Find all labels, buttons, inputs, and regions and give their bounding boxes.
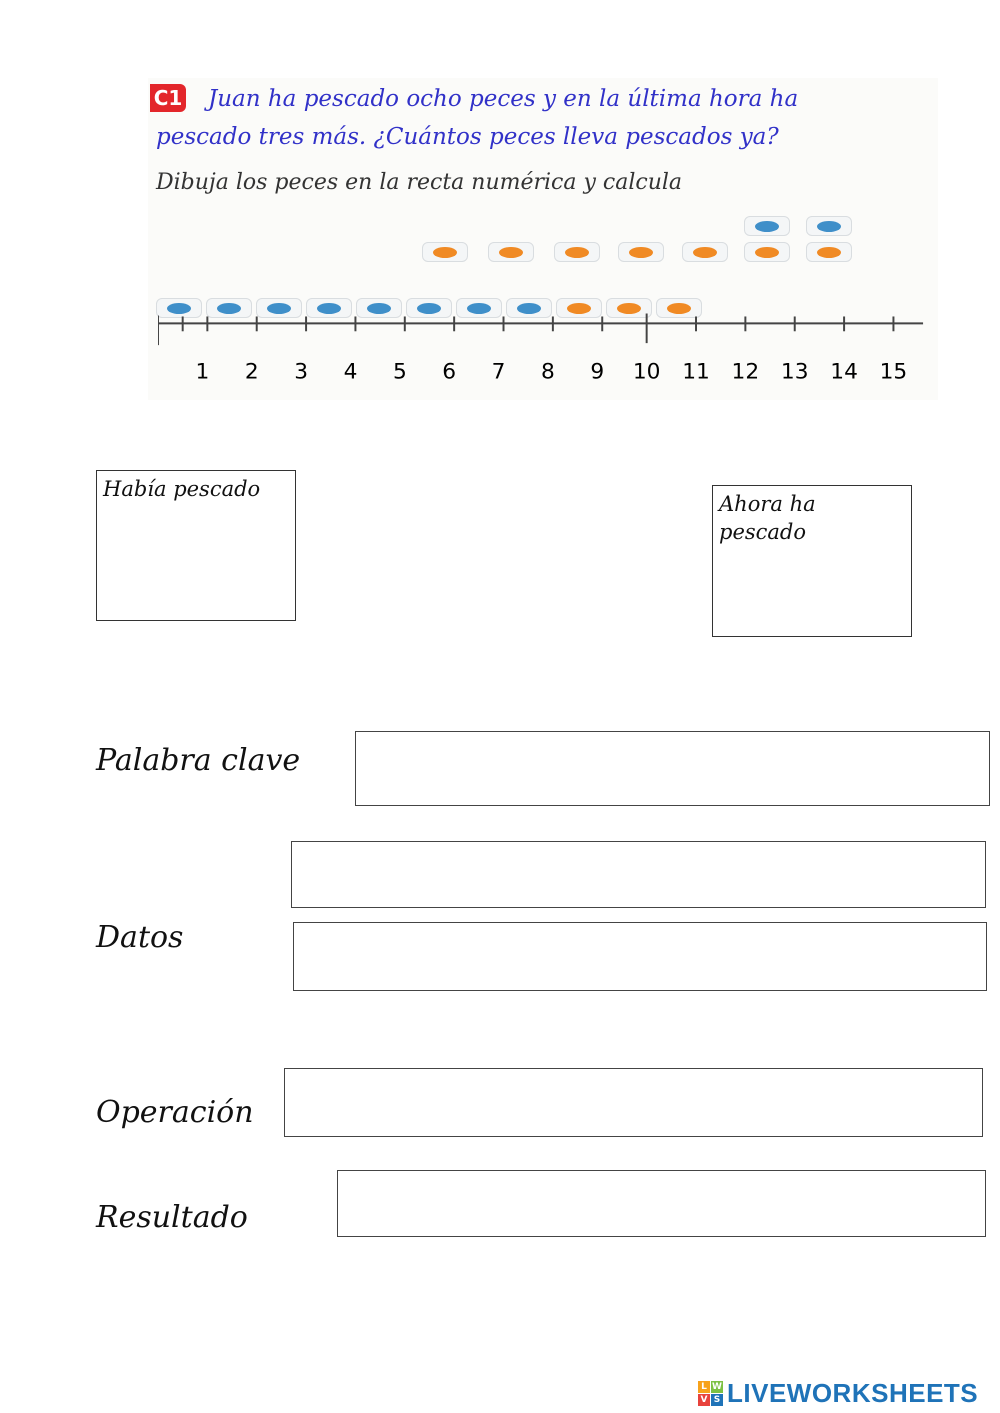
fish-orange-draggable[interactable] <box>554 242 600 262</box>
tick-label: 14 <box>830 359 858 385</box>
datos-input-1[interactable] <box>291 841 986 908</box>
tick-label: 13 <box>780 359 809 385</box>
tick-label: 9 <box>590 359 605 385</box>
tick-label: 7 <box>491 359 506 385</box>
fish-blue-draggable[interactable] <box>744 216 790 236</box>
tick-label: 12 <box>731 359 760 385</box>
ahora-ha-pescado-label <box>713 486 911 550</box>
tick-label: 2 <box>244 359 259 385</box>
ahora-ha-pescado-box[interactable] <box>712 485 912 637</box>
problem-figure <box>148 78 938 400</box>
fish-orange-draggable[interactable] <box>806 242 852 262</box>
tick-label: 8 <box>541 359 555 385</box>
liveworksheets-logo[interactable] <box>698 1378 978 1409</box>
resultado-label: Resultado <box>96 1200 248 1235</box>
operacion-input[interactable] <box>284 1068 983 1137</box>
operacion-label: Operación <box>96 1095 254 1130</box>
question-line-1: Juan ha pescado ocho peces y en la última hora ha <box>208 86 799 112</box>
palabra-clave-input[interactable] <box>355 731 990 806</box>
tick-label: 1 <box>195 359 210 385</box>
liveworksheets-logo-text: LIVEWORKSHEETS <box>727 1378 979 1408</box>
fish-orange-draggable[interactable] <box>744 242 790 262</box>
fish-orange-draggable[interactable] <box>488 242 534 262</box>
palabra-clave-label: Palabra clave <box>96 743 301 778</box>
fish-blue-draggable[interactable] <box>806 216 852 236</box>
resultado-input[interactable] <box>337 1170 986 1237</box>
ahora-line-2: pescado <box>719 520 807 544</box>
problem-badge: C1 <box>150 84 186 112</box>
tick-label: 4 <box>343 359 358 385</box>
fish-orange-draggable[interactable] <box>618 242 664 262</box>
ahora-line-1: Ahora ha <box>719 492 816 516</box>
tick-label: 6 <box>442 359 457 385</box>
number-line <box>158 313 928 393</box>
habia-pescado-box[interactable] <box>96 470 296 621</box>
fish-orange-draggable[interactable] <box>682 242 728 262</box>
tick-label: 3 <box>294 359 309 385</box>
habia-pescado-label: Había pescado <box>103 477 261 501</box>
datos-input-2[interactable] <box>293 922 987 991</box>
fish-orange-draggable[interactable] <box>422 242 468 262</box>
tick-label: 10 <box>632 359 661 385</box>
datos-label: Datos <box>96 920 184 955</box>
liveworksheets-logo-icon: L W V S <box>698 1381 723 1406</box>
tick-label: 11 <box>682 359 710 385</box>
instruction-text: Dibuja los peces en la recta numérica y calcula <box>156 170 683 195</box>
tick-label: 5 <box>392 359 407 385</box>
question-line-2: pescado tres más. ¿Cuántos peces lleva pescados ya? <box>156 124 779 150</box>
tick-label: 15 <box>879 359 908 385</box>
